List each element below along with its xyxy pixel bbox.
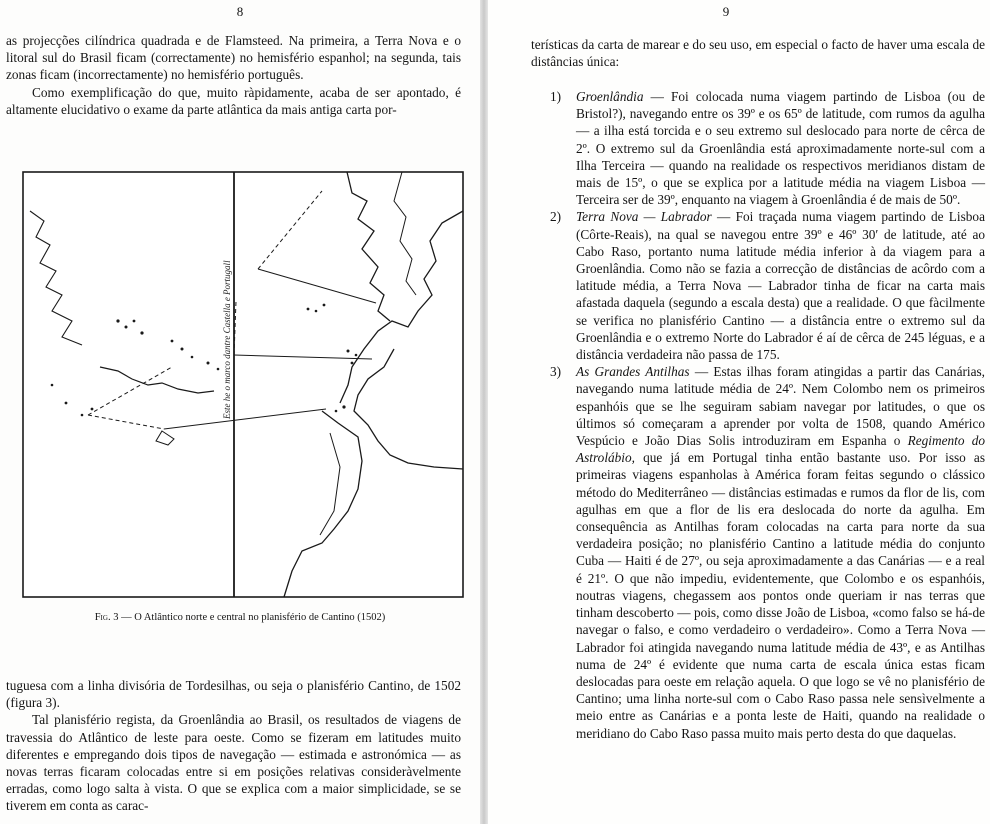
list-item-text: — Foi traçada numa viagem partindo de Lisboa (Côrte-Reais), na qual se navegou entre 39º e 46º 30′ de latitude, até ao Cabo Raso, portanto numa latitude média inferior à da viagem para a Groenlândia. Como não se fazia a correcção de distâncias de acôrdo com a latitude média, a Terra Nova — Labrador tinha de ficar na carta mais afastada daquela (segundo a escala desta) que a realidade. O que fàcilmente se verifica no planisfério Cantino — a distância entre o extremo sul da Groenlândia e o extremo Norte do Labrador é aí de cêrca de 245 léguas, e a distância verdadeira não passa de 175. [576,209,985,363]
figure-caption [0,612,480,623]
paragraph-1: as projecções cilíndrica quadrada e de Flamsteed. Na primeira, a Terra Nova e o litoral sul do Brasil ficam (correctamente) no hemisfério espanhol; na segunda, tais zonas ficam (incorrectamente) no hemisfério português. [6,33,461,83]
cantino-map-figure [22,171,464,598]
left-text-top [6,32,461,118]
page-number-right: 9 [722,4,730,19]
list-item-text: — Estas ilhas foram atingidas a partir das Canárias, navegando numa latitude média de 24º. Nem Colombo nem os primeiros espanhóis que se lhe seguiram sabiam navegar por latitudes, o que os últimos só começaram a aprender por volta de 1508, quando Américo Vespúcio e João Dias Solis introduziram em Espanha o [576,364,985,449]
book-gutter [480,0,488,824]
paragraph-2: Como exemplificação do que, muito ràpidamente, acaba de ser apontado, é altamente elucidativo o exame da parte atlântica da mais antiga carta por- [6,84,461,117]
page-number-left: 8 [236,4,244,19]
left-page [0,0,480,824]
list-item-text: — Foi colocada numa viagem partindo de Lisboa (ou de Bristol?), navegando entre os 39º e os 65º de latitude, com rumos da agulha — a ilha está torcida e o seu extremo sul deslocado para norte de cêrca de 2º. O extremo sul da Groenlândia está aproximadamente norte-sul com a Ilha Terceira — quando na realidade os respectivos meridianos distam de mais de 15º, o que se explica por a latitude média na viagem Lisboa — Terceira ser de 39º, enquanto na viagem à Groenlândia é de mais de 50º. [576,89,985,208]
list-item [531,208,985,363]
map-frame [23,172,463,597]
paragraph-3: tuguesa com a linha divisória de Tordesilhas, ou seja o planisfério Cantino, de 1502 (figura 3). [6,678,461,711]
list-item-number: 3) [550,364,562,380]
list-item-text-cont: que já em Portugal tinha então bastante uso. Por isso as primeiras viagens espanholas à América foram feitas segundo o clássico método do Mediterrâneo — distâncias estimadas e rumos da flor de lis, com agulhas em que a flor de lis era deslocada do norte da agulha. Em consequência as Antilhas foram colocadas na carta para norte da sua verdadeira posição; no planisfério Cantino a latitude média do conjunto Cuba — Haiti é de 27º, ou seja aproximadamente a das Canárias — e a real é 21º. O que não impediu, evidentemente, que Colombo e os espanhóis, noutras viagens, chegassem aos pontos onde queriam ir nas terras que tinham descoberto — pois, como disse João de Lisboa, «como falso se há-de navegar o falso, e como verdadeiro o verdadeiro». Como a Terra Nova — Labrador foi atingida navegando numa latitude média de 43º, e as Antilhas numa de 24º é evidente que numa carta de escala única estas ficam deslocadas para oeste em relação aquela. O que logo se vê no planisfério de Cantino; uma linha norte-sul com o Cabo Raso passa nele sensìvelmente a meio entre as Canárias e a ponta leste de Haiti, quando na realidade o meridiano do Cabo Raso passa muito mais perto desta do que daquelas. [576,450,985,741]
enumerated-list [531,88,985,742]
list-item-title: As Grandes Antilhas [576,364,690,380]
left-text-bottom [6,677,461,815]
right-intro [531,36,985,70]
list-item-title: Groenlândia [576,89,644,104]
list-item-italic-title: Regimento do Astrolábio, [576,433,985,466]
list-item-number: 2) [550,209,562,225]
list-item-number: 1) [550,89,562,104]
map-boundary-label: Este he o marco dantre Castella e Portugall [222,260,232,419]
list-item-title: Terra Nova — Labrador [576,209,712,225]
paragraph-4: Tal planisfério regista, da Groenlândia ao Brasil, os resultados de viagens de travessia do Atlântico de leste para oeste. Como se fizeram em latitudes muito diferentes e empregando dois tipos de navegação — estimada e astronómica — as novas terras ficaram colocadas entre si em posições relativas consideràvelmente erradas, como logo salta à vista. O que se explica com a maior simplicidade, se se tiverem em conta as carac- [6,712,461,814]
list-item [531,88,985,208]
list-item [531,363,985,741]
intro-paragraph: terísticas da carta de marear e do seu uso, em especial o facto de haver uma escala de distâncias única: [531,37,985,70]
caption-text: — O Atlântico norte e central no planisfério de Cantino (1502) [121,612,386,623]
right-page [488,0,990,824]
caption-fig-label: Fig. 3 [94,612,119,623]
